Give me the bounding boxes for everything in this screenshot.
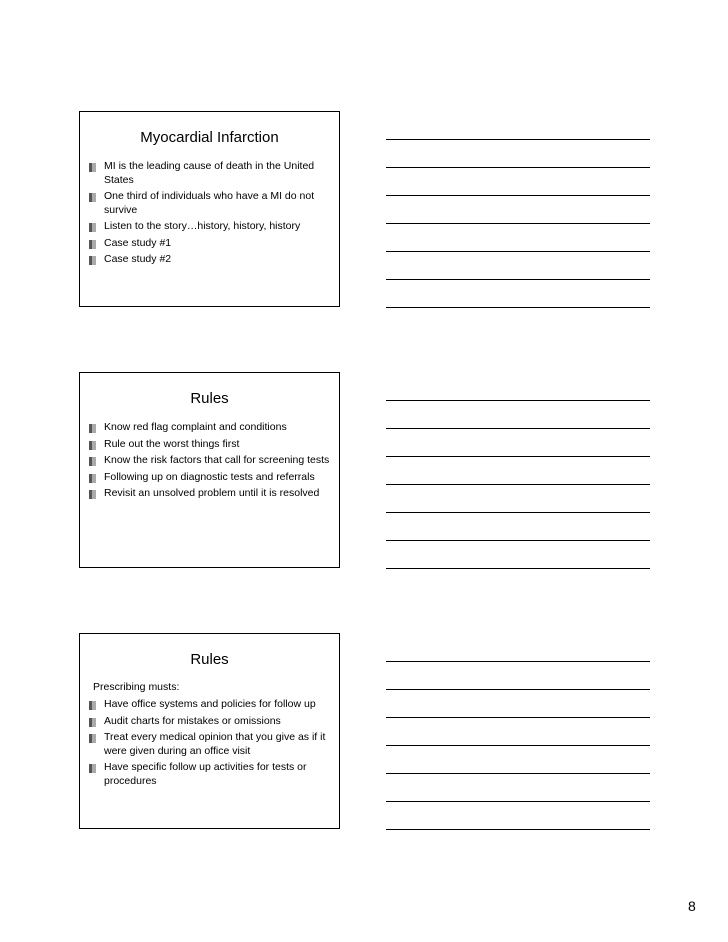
bullet-icon: [89, 474, 96, 483]
note-line: [386, 829, 650, 830]
note-line: [386, 167, 650, 168]
note-line: [386, 307, 650, 308]
bullet-text: Have office systems and policies for follow up: [104, 698, 316, 710]
bullet-icon: [89, 490, 96, 499]
slide-3: [79, 633, 340, 829]
bullet-list: [89, 698, 333, 791]
bullet-text: Following up on diagnostic tests and referrals: [104, 470, 315, 483]
slide-title: Myocardial Infarction: [140, 129, 279, 146]
bullet-icon: [89, 240, 96, 249]
note-line: [386, 540, 650, 541]
bullet-item: [89, 487, 333, 501]
note-line: [386, 773, 650, 774]
slide-title: Rules: [190, 390, 229, 407]
bullet-item: [89, 731, 333, 758]
bullet-item: [89, 237, 333, 251]
note-line: [386, 512, 650, 513]
note-line: [386, 484, 650, 485]
bullet-list: [89, 160, 333, 270]
bullet-item: [89, 253, 333, 267]
note-line: [386, 279, 650, 280]
bullet-icon: [89, 718, 96, 727]
bullet-item: [89, 190, 333, 217]
bullet-text: MI is the leading cause of death in the United States: [104, 160, 315, 186]
bullet-item: [89, 471, 333, 485]
bullet-text: Case study #1: [104, 236, 172, 249]
bullet-item: [89, 421, 333, 435]
note-line: [386, 568, 650, 569]
bullet-text: Know red flag complaint and conditions: [104, 421, 287, 433]
bullet-text: Case study #2: [104, 253, 172, 265]
bullet-item: [89, 761, 333, 788]
note-line: [386, 456, 650, 457]
bullet-icon: [89, 193, 96, 202]
bullet-text: Have specific follow up activities for tests or procedures: [104, 761, 307, 787]
bullet-text: Know the risk factors that call for screening tests: [104, 454, 330, 466]
bullet-item: [89, 698, 333, 712]
bullet-item: [89, 220, 333, 234]
bullet-item: [89, 438, 333, 452]
bullet-icon: [89, 764, 96, 773]
bullet-icon: [89, 701, 96, 710]
bullet-icon: [89, 734, 96, 743]
bullet-text: Treat every medical opinion that you give as if it were given during an office visit: [104, 731, 326, 757]
note-line: [386, 139, 650, 140]
bullet-text: One third of individuals who have a MI do not survive: [104, 190, 315, 216]
note-line: [386, 223, 650, 224]
slide-1: [79, 111, 340, 307]
bullet-list: [89, 421, 333, 504]
note-line: [386, 400, 650, 401]
bullet-text: Audit charts for mistakes or omissions: [104, 714, 281, 727]
slide-2: [79, 372, 340, 568]
note-line: [386, 428, 650, 429]
note-line: [386, 195, 650, 196]
page-number: 8: [688, 898, 696, 914]
bullet-icon: [89, 256, 96, 265]
bullet-text: Rule out the worst things first: [104, 437, 240, 450]
note-line: [386, 251, 650, 252]
bullet-icon: [89, 424, 96, 433]
note-line: [386, 745, 650, 746]
note-line: [386, 717, 650, 718]
bullet-text: Listen to the story…history, history, history: [104, 220, 301, 232]
bullet-item: [89, 454, 333, 468]
note-line: [386, 801, 650, 802]
slide-intro-text: Prescribing musts:: [93, 681, 180, 693]
bullet-item: [89, 715, 333, 729]
note-line: [386, 689, 650, 690]
bullet-item: [89, 160, 333, 187]
note-line: [386, 661, 650, 662]
bullet-icon: [89, 223, 96, 232]
bullet-icon: [89, 441, 96, 450]
bullet-icon: [89, 163, 96, 172]
bullet-icon: [89, 457, 96, 466]
bullet-text: Revisit an unsolved problem until it is resolved: [104, 487, 320, 499]
slide-title: Rules: [190, 651, 229, 668]
